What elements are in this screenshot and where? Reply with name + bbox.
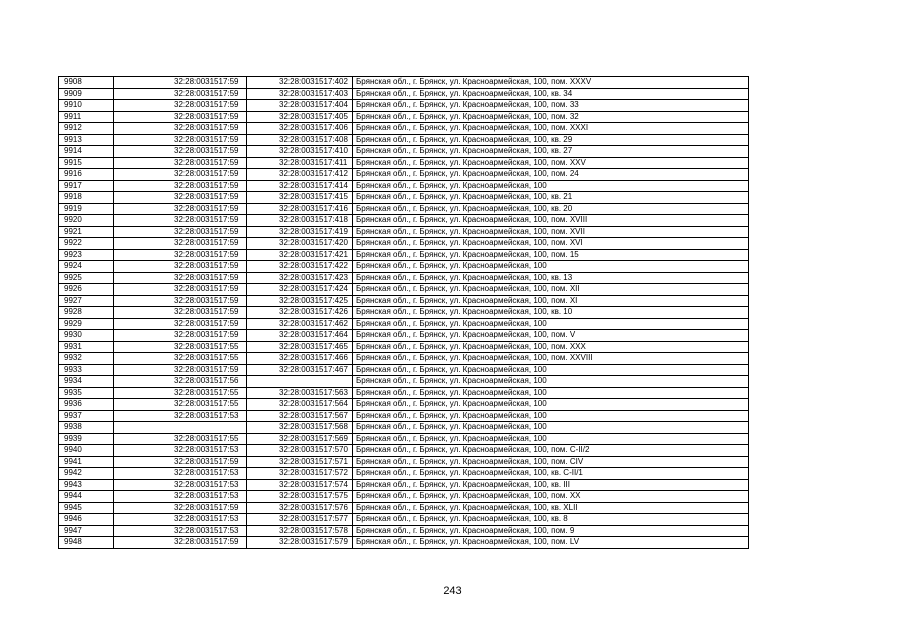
table-row: [59, 77, 749, 89]
parent-cadastral-number-cell: 32:28:0031517:59: [114, 77, 247, 89]
address-cell: Брянская обл., г. Брянск, ул. Красноармейская, 100: [353, 376, 749, 388]
address-cell: Брянская обл., г. Брянск, ул. Красноармейская, 100, пом. 15: [353, 249, 749, 261]
parent-cadastral-number-cell: 32:28:0031517:59: [114, 146, 247, 158]
parent-cadastral-number-cell: 32:28:0031517:59: [114, 502, 247, 514]
parent-cadastral-number-cell: 32:28:0031517:59: [114, 157, 247, 169]
cadastral-number-cell: 32:28:0031517:422: [247, 261, 353, 273]
table-row: [59, 387, 749, 399]
cadastral-number-cell: 32:28:0031517:424: [247, 284, 353, 296]
row-number-cell: 9917: [59, 180, 114, 192]
parent-cadastral-number-cell: 32:28:0031517:59: [114, 318, 247, 330]
cadastral-number-cell: 32:28:0031517:564: [247, 399, 353, 411]
address-cell: Брянская обл., г. Брянск, ул. Красноармейская, 100, пом. 33: [353, 100, 749, 112]
table-row: [59, 272, 749, 284]
address-cell: Брянская обл., г. Брянск, ул. Красноармейская, 100, пом. XX: [353, 491, 749, 503]
table-row: [59, 341, 749, 353]
address-cell: Брянская обл., г. Брянск, ул. Красноармейская, 100, кв. 34: [353, 88, 749, 100]
address-cell: Брянская обл., г. Брянск, ул. Красноармейская, 100: [353, 387, 749, 399]
table-row: [59, 169, 749, 181]
row-number-cell: 9933: [59, 364, 114, 376]
address-cell: Брянская обл., г. Брянск, ул. Красноармейская, 100: [353, 422, 749, 434]
cadastral-number-cell: 32:28:0031517:579: [247, 537, 353, 549]
address-cell: Брянская обл., г. Брянск, ул. Красноармейская, 100, кв. 29: [353, 134, 749, 146]
table-row: [59, 226, 749, 238]
cadastral-number-cell: 32:28:0031517:405: [247, 111, 353, 123]
parent-cadastral-number-cell: 32:28:0031517:55: [114, 341, 247, 353]
cadastral-number-cell: 32:28:0031517:577: [247, 514, 353, 526]
cadastral-number-cell: 32:28:0031517:572: [247, 468, 353, 480]
row-number-cell: 9921: [59, 226, 114, 238]
row-number-cell: 9946: [59, 514, 114, 526]
cadastral-number-cell: 32:28:0031517:578: [247, 525, 353, 537]
parent-cadastral-number-cell: 32:28:0031517:59: [114, 180, 247, 192]
address-cell: Брянская обл., г. Брянск, ул. Красноармейская, 100: [353, 410, 749, 422]
table-row: [59, 100, 749, 112]
address-cell: Брянская обл., г. Брянск, ул. Красноармейская, 100, кв. 13: [353, 272, 749, 284]
address-cell: Брянская обл., г. Брянск, ул. Красноармейская, 100: [353, 433, 749, 445]
page-number: 243: [443, 585, 462, 597]
cadastral-number-cell: [247, 376, 353, 388]
row-number-cell: 9947: [59, 525, 114, 537]
table-row: [59, 330, 749, 342]
row-number-cell: 9920: [59, 215, 114, 227]
cadastral-number-cell: 32:28:0031517:411: [247, 157, 353, 169]
cadastral-number-cell: 32:28:0031517:575: [247, 491, 353, 503]
cadastral-number-cell: 32:28:0031517:425: [247, 295, 353, 307]
cadastral-number-cell: 32:28:0031517:414: [247, 180, 353, 192]
parent-cadastral-number-cell: 32:28:0031517:59: [114, 111, 247, 123]
row-number-cell: 9925: [59, 272, 114, 284]
cadastral-number-cell: 32:28:0031517:423: [247, 272, 353, 284]
address-cell: Брянская обл., г. Брянск, ул. Красноармейская, 100, пом. CIV: [353, 456, 749, 468]
parent-cadastral-number-cell: 32:28:0031517:53: [114, 445, 247, 457]
cadastral-number-cell: 32:28:0031517:576: [247, 502, 353, 514]
cadastral-number-cell: 32:28:0031517:406: [247, 123, 353, 135]
row-number-cell: 9931: [59, 341, 114, 353]
table-row: [59, 376, 749, 388]
address-cell: Брянская обл., г. Брянск, ул. Красноармейская, 100, кв. 8: [353, 514, 749, 526]
row-number-cell: 9935: [59, 387, 114, 399]
parent-cadastral-number-cell: 32:28:0031517:59: [114, 238, 247, 250]
table-row: [59, 364, 749, 376]
address-cell: Брянская обл., г. Брянск, ул. Красноармейская, 100, пом. 24: [353, 169, 749, 181]
cadastral-number-cell: 32:28:0031517:570: [247, 445, 353, 457]
table-row: [59, 479, 749, 491]
address-cell: Брянская обл., г. Брянск, ул. Красноармейская, 100, пом. XI: [353, 295, 749, 307]
address-cell: Брянская обл., г. Брянск, ул. Красноармейская, 100, пом. XXX: [353, 341, 749, 353]
parent-cadastral-number-cell: 32:28:0031517:59: [114, 215, 247, 227]
registry-table-body: [59, 77, 749, 549]
address-cell: Брянская обл., г. Брянск, ул. Красноармейская, 100: [353, 261, 749, 273]
parent-cadastral-number-cell: 32:28:0031517:59: [114, 272, 247, 284]
cadastral-number-cell: 32:28:0031517:467: [247, 364, 353, 376]
row-number-cell: 9942: [59, 468, 114, 480]
parent-cadastral-number-cell: 32:28:0031517:59: [114, 295, 247, 307]
parent-cadastral-number-cell: 32:28:0031517:59: [114, 88, 247, 100]
row-number-cell: 9922: [59, 238, 114, 250]
parent-cadastral-number-cell: 32:28:0031517:59: [114, 134, 247, 146]
parent-cadastral-number-cell: 32:28:0031517:59: [114, 330, 247, 342]
address-cell: Брянская обл., г. Брянск, ул. Красноармейская, 100, кв. 27: [353, 146, 749, 158]
cadastral-number-cell: 32:28:0031517:412: [247, 169, 353, 181]
cadastral-number-cell: 32:28:0031517:571: [247, 456, 353, 468]
row-number-cell: 9918: [59, 192, 114, 204]
parent-cadastral-number-cell: 32:28:0031517:53: [114, 410, 247, 422]
parent-cadastral-number-cell: [114, 422, 247, 434]
cadastral-number-cell: 32:28:0031517:404: [247, 100, 353, 112]
address-cell: Брянская обл., г. Брянск, ул. Красноармейская, 100, кв. 10: [353, 307, 749, 319]
row-number-cell: 9932: [59, 353, 114, 365]
address-cell: Брянская обл., г. Брянск, ул. Красноармейская, 100, пом. XXVIII: [353, 353, 749, 365]
table-row: [59, 123, 749, 135]
address-cell: Брянская обл., г. Брянск, ул. Красноармейская, 100, пом. LV: [353, 537, 749, 549]
row-number-cell: 9940: [59, 445, 114, 457]
parent-cadastral-number-cell: 32:28:0031517:53: [114, 525, 247, 537]
row-number-cell: 9930: [59, 330, 114, 342]
parent-cadastral-number-cell: 32:28:0031517:55: [114, 387, 247, 399]
row-number-cell: 9945: [59, 502, 114, 514]
table-row: [59, 249, 749, 261]
table-row: [59, 307, 749, 319]
table-row: [59, 203, 749, 215]
table-row: [59, 399, 749, 411]
table-row: [59, 468, 749, 480]
address-cell: Брянская обл., г. Брянск, ул. Красноармейская, 100: [353, 364, 749, 376]
row-number-cell: 9912: [59, 123, 114, 135]
cadastral-number-cell: 32:28:0031517:568: [247, 422, 353, 434]
table-row: [59, 295, 749, 307]
address-cell: Брянская обл., г. Брянск, ул. Красноармейская, 100, кв. С-II/1: [353, 468, 749, 480]
address-cell: Брянская обл., г. Брянск, ул. Красноармейская, 100, пом. XVIII: [353, 215, 749, 227]
parent-cadastral-number-cell: 32:28:0031517:53: [114, 491, 247, 503]
cadastral-number-cell: 32:28:0031517:464: [247, 330, 353, 342]
row-number-cell: 9937: [59, 410, 114, 422]
row-number-cell: 9934: [59, 376, 114, 388]
address-cell: Брянская обл., г. Брянск, ул. Красноармейская, 100: [353, 318, 749, 330]
cadastral-number-cell: 32:28:0031517:421: [247, 249, 353, 261]
address-cell: Брянская обл., г. Брянск, ул. Красноармейская, 100, пом. XVI: [353, 238, 749, 250]
row-number-cell: 9948: [59, 537, 114, 549]
parent-cadastral-number-cell: 32:28:0031517:59: [114, 100, 247, 112]
address-cell: Брянская обл., г. Брянск, ул. Красноармейская, 100, пом. XXV: [353, 157, 749, 169]
address-cell: Брянская обл., г. Брянск, ул. Красноармейская, 100, кв. XLII: [353, 502, 749, 514]
row-number-cell: 9928: [59, 307, 114, 319]
cadastral-number-cell: 32:28:0031517:418: [247, 215, 353, 227]
address-cell: Брянская обл., г. Брянск, ул. Красноармейская, 100, пом. 32: [353, 111, 749, 123]
cadastral-number-cell: 32:28:0031517:426: [247, 307, 353, 319]
table-row: [59, 502, 749, 514]
table-row: [59, 537, 749, 549]
table-row: [59, 192, 749, 204]
row-number-cell: 9941: [59, 456, 114, 468]
parent-cadastral-number-cell: 32:28:0031517:59: [114, 364, 247, 376]
row-number-cell: 9909: [59, 88, 114, 100]
table-row: [59, 111, 749, 123]
cadastral-number-cell: 32:28:0031517:415: [247, 192, 353, 204]
table-row: [59, 433, 749, 445]
address-cell: Брянская обл., г. Брянск, ул. Красноармейская, 100, пом. XXXI: [353, 123, 749, 135]
table-row: [59, 215, 749, 227]
address-cell: Брянская обл., г. Брянск, ул. Красноармейская, 100: [353, 180, 749, 192]
row-number-cell: 9943: [59, 479, 114, 491]
table-row: [59, 261, 749, 273]
cadastral-number-cell: 32:28:0031517:462: [247, 318, 353, 330]
parent-cadastral-number-cell: 32:28:0031517:55: [114, 433, 247, 445]
cadastral-number-cell: 32:28:0031517:465: [247, 341, 353, 353]
row-number-cell: 9939: [59, 433, 114, 445]
parent-cadastral-number-cell: 32:28:0031517:59: [114, 123, 247, 135]
table-row: [59, 284, 749, 296]
table-row: [59, 456, 749, 468]
cadastral-number-cell: 32:28:0031517:420: [247, 238, 353, 250]
table-row: [59, 514, 749, 526]
parent-cadastral-number-cell: 32:28:0031517:59: [114, 192, 247, 204]
table-row: [59, 88, 749, 100]
parent-cadastral-number-cell: 32:28:0031517:53: [114, 514, 247, 526]
address-cell: Брянская обл., г. Брянск, ул. Красноармейская, 100, пом. 9: [353, 525, 749, 537]
cadastral-number-cell: 32:28:0031517:416: [247, 203, 353, 215]
table-row: [59, 525, 749, 537]
table-row: [59, 353, 749, 365]
parent-cadastral-number-cell: 32:28:0031517:59: [114, 456, 247, 468]
cadastral-number-cell: 32:28:0031517:563: [247, 387, 353, 399]
row-number-cell: 9913: [59, 134, 114, 146]
address-cell: Брянская обл., г. Брянск, ул. Красноармейская, 100, кв. III: [353, 479, 749, 491]
row-number-cell: 9938: [59, 422, 114, 434]
row-number-cell: 9915: [59, 157, 114, 169]
cadastral-number-cell: 32:28:0031517:567: [247, 410, 353, 422]
row-number-cell: 9936: [59, 399, 114, 411]
row-number-cell: 9910: [59, 100, 114, 112]
address-cell: Брянская обл., г. Брянск, ул. Красноармейская, 100, пом. V: [353, 330, 749, 342]
row-number-cell: 9923: [59, 249, 114, 261]
address-cell: Брянская обл., г. Брянск, ул. Красноармейская, 100, пом. XXXV: [353, 77, 749, 89]
row-number-cell: 9929: [59, 318, 114, 330]
table-row: [59, 134, 749, 146]
parent-cadastral-number-cell: 32:28:0031517:59: [114, 261, 247, 273]
table-row: [59, 445, 749, 457]
row-number-cell: 9924: [59, 261, 114, 273]
cadastral-number-cell: 32:28:0031517:408: [247, 134, 353, 146]
row-number-cell: 9916: [59, 169, 114, 181]
row-number-cell: 9927: [59, 295, 114, 307]
parent-cadastral-number-cell: 32:28:0031517:59: [114, 203, 247, 215]
cadastral-number-cell: 32:28:0031517:419: [247, 226, 353, 238]
row-number-cell: 9911: [59, 111, 114, 123]
table-row: [59, 491, 749, 503]
row-number-cell: 9908: [59, 77, 114, 89]
cadastral-number-cell: 32:28:0031517:466: [247, 353, 353, 365]
cadastral-number-cell: 32:28:0031517:569: [247, 433, 353, 445]
cadastral-number-cell: 32:28:0031517:574: [247, 479, 353, 491]
address-cell: Брянская обл., г. Брянск, ул. Красноармейская, 100, кв. 21: [353, 192, 749, 204]
row-number-cell: 9914: [59, 146, 114, 158]
parent-cadastral-number-cell: 32:28:0031517:59: [114, 169, 247, 181]
address-cell: Брянская обл., г. Брянск, ул. Красноармейская, 100, кв. 20: [353, 203, 749, 215]
table-row: [59, 318, 749, 330]
parent-cadastral-number-cell: 32:28:0031517:59: [114, 226, 247, 238]
table-row: [59, 146, 749, 158]
parent-cadastral-number-cell: 32:28:0031517:56: [114, 376, 247, 388]
parent-cadastral-number-cell: 32:28:0031517:59: [114, 249, 247, 261]
parent-cadastral-number-cell: 32:28:0031517:59: [114, 284, 247, 296]
address-cell: Брянская обл., г. Брянск, ул. Красноармейская, 100, пом. С-II/2: [353, 445, 749, 457]
table-row: [59, 410, 749, 422]
table-row: [59, 422, 749, 434]
row-number-cell: 9919: [59, 203, 114, 215]
table-row: [59, 180, 749, 192]
parent-cadastral-number-cell: 32:28:0031517:59: [114, 537, 247, 549]
table-row: [59, 238, 749, 250]
parent-cadastral-number-cell: 32:28:0031517:53: [114, 479, 247, 491]
address-cell: Брянская обл., г. Брянск, ул. Красноармейская, 100, пом. XII: [353, 284, 749, 296]
parent-cadastral-number-cell: 32:28:0031517:53: [114, 468, 247, 480]
table-row: [59, 157, 749, 169]
address-cell: Брянская обл., г. Брянск, ул. Красноармейская, 100: [353, 399, 749, 411]
row-number-cell: 9926: [59, 284, 114, 296]
address-cell: Брянская обл., г. Брянск, ул. Красноармейская, 100, пом. XVII: [353, 226, 749, 238]
cadastral-number-cell: 32:28:0031517:403: [247, 88, 353, 100]
row-number-cell: 9944: [59, 491, 114, 503]
parent-cadastral-number-cell: 32:28:0031517:55: [114, 399, 247, 411]
cadastral-number-cell: 32:28:0031517:402: [247, 77, 353, 89]
parent-cadastral-number-cell: 32:28:0031517:59: [114, 307, 247, 319]
cadastral-number-cell: 32:28:0031517:410: [247, 146, 353, 158]
registry-table: [58, 76, 749, 549]
parent-cadastral-number-cell: 32:28:0031517:55: [114, 353, 247, 365]
